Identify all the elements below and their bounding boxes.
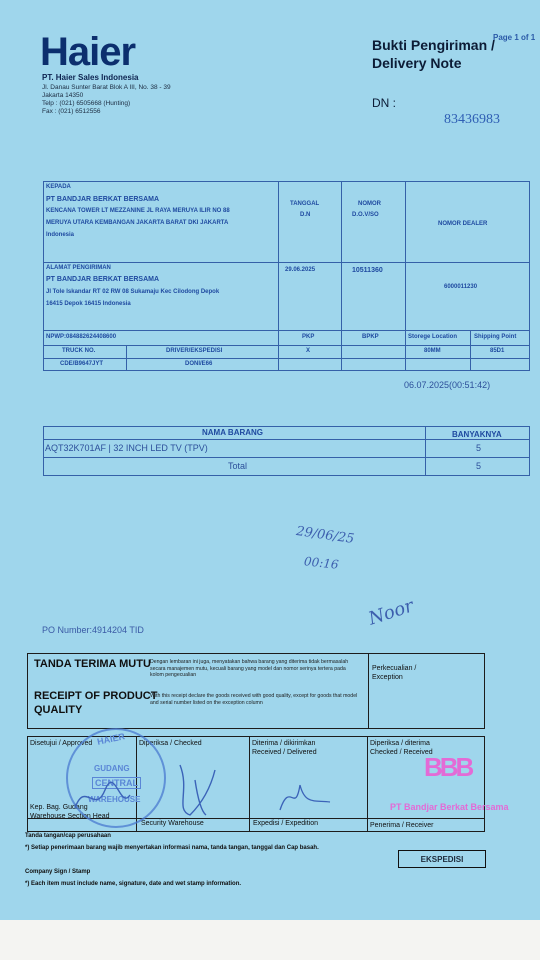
copy-label-ekspedisi: EKSPEDISI: [398, 850, 486, 868]
receipt-text-en: With this receipt declare the goods received with good quality, except for goods that model and serial number listed on the exception column: [150, 693, 358, 706]
checked-received-label: Diperiksa / diterima Checked / Received: [370, 740, 433, 756]
page-indicator: Page 1 of 1: [493, 33, 536, 42]
ship-to-name: PT BANDJAR BERKAT BERSAMA: [46, 276, 160, 283]
item-qty: 5: [476, 443, 482, 453]
item-name-header: NAMA BARANG: [202, 428, 264, 437]
pkp-value: X: [306, 348, 311, 354]
company-sign-note-id: Tanda tangan/cap perusahaan: [25, 833, 111, 839]
tanggal-label: TANGGAL: [290, 201, 320, 207]
receipt-text-id: Dengan lembaran ini juga, menyatakan bahwa barang yang diterima tidak bermasalah secara manajemen mutu, kecuali barang yang model dan nomor serinya tertera pada kolom pengecualian: [150, 659, 349, 678]
nomor-sub: D.O.V/SO: [352, 212, 379, 218]
recipient-address: KENCANA TOWER LT MEZZANINE JL RAYA MERUYA ILIR NO 88: [46, 208, 230, 214]
driver-label: DRIVER/EKSPEDISI: [166, 348, 223, 354]
receiver-stamp-text: PT Bandjar Berkat Bersama: [390, 802, 509, 812]
total-qty: 5: [476, 461, 482, 471]
table-row: AQT32K701AF | 32 INCH LED TV (TPV): [45, 443, 208, 453]
checked-label: Diperiksa / Checked: [139, 740, 202, 747]
stamp-text: GUDANG: [94, 764, 130, 773]
approved-label: Disetujui / Approved: [30, 740, 93, 747]
dealer-value: 6000011230: [444, 284, 478, 290]
receipt-title-en: RECEIPT OF PRODUCT: [34, 690, 158, 702]
ship-to-address: 16415 Depok 16415 Indonesia: [46, 301, 131, 307]
kepada-label: KEPADA: [46, 184, 71, 190]
address-line: Jakarta 14350: [42, 92, 84, 99]
alamat-label: ALAMAT PENGIRIMAN: [46, 265, 111, 271]
receipt-title-en: QUALITY: [34, 704, 83, 716]
company-sign-note-en: Company Sign / Stamp: [25, 869, 91, 875]
total-label: Total: [228, 461, 248, 471]
receiver-stamp-logo: BBB: [424, 752, 472, 782]
handwritten-signature: Noor: [365, 595, 417, 630]
ship-to-address: Jl Tole Iskandar RT 02 RW 08 Sukamaju Kec Cilodong Depok: [46, 289, 220, 295]
driver-value: DONI/E66: [185, 361, 213, 367]
nomor-value: 10511360: [352, 267, 383, 274]
title-line-en: Delivery Note: [372, 55, 462, 71]
recipient-country: Indonesia: [46, 232, 75, 238]
tanggal-value: 29.06.2025: [285, 267, 316, 273]
handwritten-date: 29/06/25: [295, 524, 356, 547]
nomor-label: NOMOR: [358, 201, 381, 207]
haier-logo: Haier: [40, 30, 136, 74]
receipt-title-id: TANDA TERIMA MUTU: [34, 658, 151, 670]
storage-label: Storege Location: [408, 334, 458, 340]
title-line-id: Bukti Pengiriman /: [372, 37, 495, 53]
print-timestamp: 06.07.2025(00:51:42): [404, 380, 491, 390]
handwritten-time: 00:16: [303, 554, 340, 572]
fax-line: Fax : (021) 6512556: [42, 108, 101, 115]
npwp: NPWP:084882624408600: [46, 334, 117, 340]
stamp-text: WAREHOUSE: [88, 795, 141, 804]
tanggal-sub: D.N: [300, 212, 311, 218]
stamp-text: CENTRAL: [92, 777, 141, 789]
exception-label: Perkecualian / Exception: [372, 665, 417, 681]
shipping-point-label: Shipping Point: [474, 334, 517, 340]
stamp-text: HAIER: [96, 731, 126, 747]
delivered-label: Diterima / dikirimkan Received / Delivered: [252, 740, 317, 756]
dn-label: DN :: [372, 96, 396, 110]
phone-line: Telp : (021) 6505668 (Hunting): [42, 100, 131, 107]
document-title: [372, 36, 495, 72]
receiver-label: Penerima / Receiver: [370, 822, 434, 829]
footnote-en: *) Each item must include name, signature, date and wet stamp information.: [25, 881, 242, 887]
truck-value: CDE/B9647JYT: [60, 361, 104, 367]
bpkp-label: BPKP: [362, 334, 379, 340]
pkp-label: PKP: [302, 334, 315, 340]
footnote-id: *) Setiap penerimaan barang wajib menyertakan informasi nama, tanda tangan, tanggal dan Cap basah.: [25, 845, 319, 851]
expedition-signature: [270, 770, 350, 815]
item-description: 32 INCH LED TV (TPV): [113, 443, 208, 453]
signature-scribbles: [70, 760, 240, 820]
po-number: PO Number:4914204 TID: [42, 625, 144, 635]
security-label: Security Warehouse: [141, 820, 204, 827]
recipient-name: PT BANDJAR BERKAT BERSAMA: [46, 196, 160, 203]
storage-value: 80MM: [424, 348, 441, 354]
truck-label: TRUCK NO.: [62, 348, 96, 354]
shipping-point-value: 85D1: [490, 348, 505, 354]
warehouse-head-label: Kep. Bag. Gudang Warehouse Section Head: [30, 804, 110, 820]
qty-header: BANYAKNYA: [452, 430, 502, 439]
address-line: Jl. Danau Sunter Barat Blok A III, No. 38 - 39: [42, 84, 171, 91]
item-code: AQT32K701AF: [45, 443, 107, 453]
expedition-label: Expedisi / Expedition: [253, 820, 318, 827]
company-name: PT. Haier Sales Indonesia: [42, 73, 139, 82]
dn-number: 83436983: [444, 112, 500, 127]
dealer-label: NOMOR DEALER: [438, 221, 488, 227]
recipient-address: MERUYA UTARA KEMBANGAN JAKARTA BARAT DKI JAKARTA: [46, 220, 229, 226]
scan-margin: [0, 920, 540, 960]
